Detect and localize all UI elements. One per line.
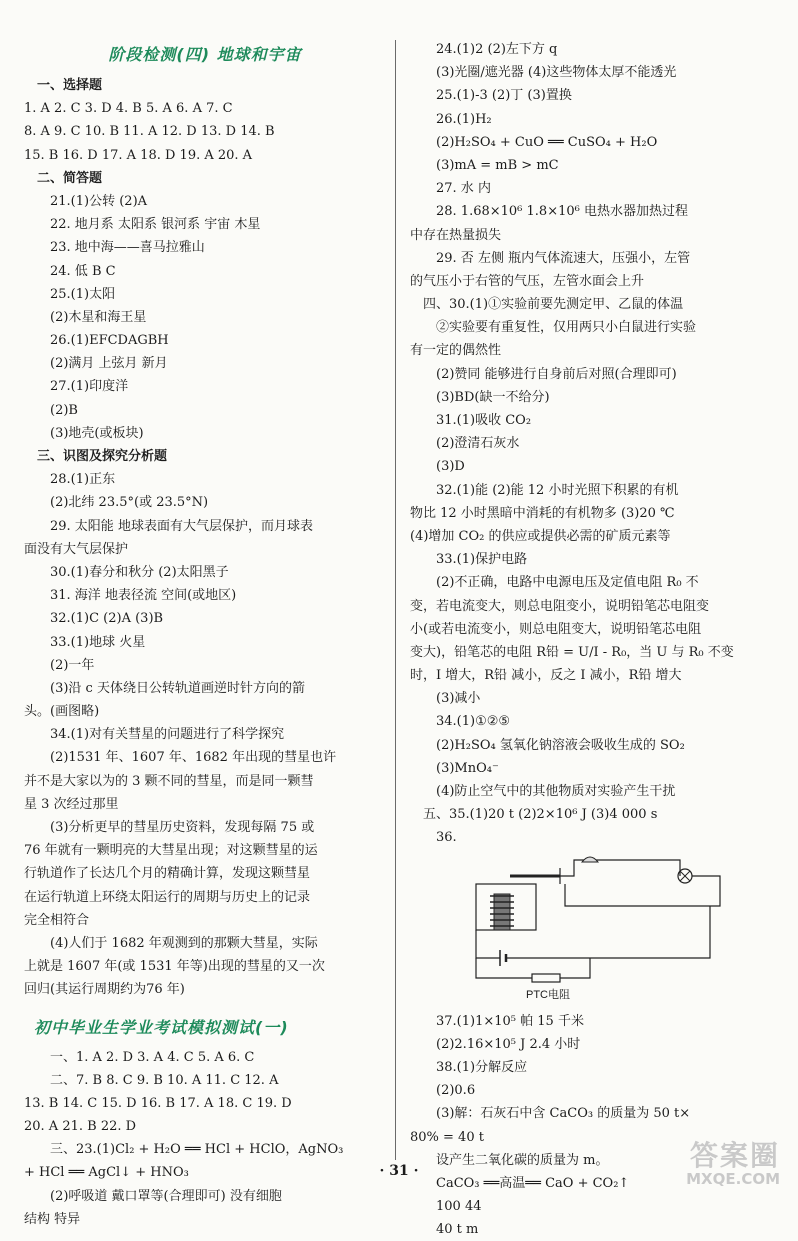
answer-line: 并不是大家以为的 3 颗不同的彗星，而是同一颗彗 [24, 773, 314, 789]
answer-line: 结构 特异 [24, 1211, 81, 1227]
answer-line: 13. B 14. C 15. D 16. B 17. A 18. C 19. D [24, 1095, 292, 1111]
answer-line: (3)解：石灰石中含 CaCO₃ 的质量为 50 t× [436, 1106, 691, 1122]
answer-line: 四、30.(1)①实验前要先测定甲、乙鼠的体温 [423, 297, 684, 313]
circuit-figure [410, 850, 776, 1010]
answer-line: 的气压小于右管的气压，左管水面会上升 [410, 273, 645, 289]
wire-right [565, 876, 720, 906]
answer-line: 40 t m [436, 1222, 479, 1238]
answer-line: (3)沿 c 天体绕日公转轨道画逆时针方向的箭 [50, 680, 305, 696]
answer-line: (3)BD(缺一不给分) [436, 389, 550, 405]
answer-line: (2)2.16×10⁵ J 2.4 小时 [436, 1036, 581, 1052]
answer-line: 二、7. B 8. C 9. B 10. A 11. C 12. A [50, 1072, 279, 1088]
answer-line: 33.(1)地球 火星 [50, 634, 146, 650]
answer-line: 21.(1)公转 (2)A [50, 193, 148, 209]
answer-line: 34.(1)对有关彗星的问题进行了科学探究 [50, 727, 285, 743]
answer-line: 25.(1)太阳 [50, 286, 116, 302]
watermark-url: MXQE.COM [686, 1170, 780, 1188]
answer-line: 26.(1)H₂ [436, 111, 492, 127]
answer-line: 24. 低 B C [50, 263, 116, 279]
answer-line: 星 3 次经过那里 [24, 796, 119, 812]
answer-line: (2)木星和海王星 [50, 309, 147, 325]
answer-line: 29. 否 左侧 瓶内气体流速大，压强小，左管 [436, 250, 691, 266]
answer-line: 面没有大气层保护 [24, 541, 129, 557]
answer-line: 26.(1)EFCDAGBH [50, 333, 169, 349]
answer-line: 38.(1)分解反应 [436, 1059, 528, 1075]
column-divider [395, 40, 396, 1160]
answer-line: 上就是 1607 年(或 1531 年等)出现的彗星的又一次 [24, 959, 325, 975]
answer-line: 物比 12 小时黑暗中消耗的有机物多 (3)20 ℃ [410, 505, 675, 521]
watermark-logo: 答案圈 [689, 1139, 780, 1172]
answer-line: 设产生二氧化碳的质量为 m。 [436, 1152, 609, 1168]
answer-line: 29. 太阳能 地球表面有大气层保护，而月球表 [50, 518, 313, 534]
answer-line: (2)澄清石灰水 [436, 436, 520, 452]
answer-line: 1. A 2. C 3. D 4. B 5. A 6. A 7. C [24, 101, 233, 117]
answer-line: 完全相符合 [24, 912, 90, 928]
answer-line: 28.(1)正东 [50, 472, 116, 488]
answer-line: (2)一年 [50, 657, 95, 673]
answer-line: 33.(1)保护电路 [436, 552, 528, 568]
answer-line: 80% = 40 t [410, 1129, 484, 1145]
wire-top [560, 860, 680, 876]
answer-line: 32.(1)能 (2)能 12 小时光照下积累的有机 [436, 482, 679, 498]
ptc-resistor [532, 974, 560, 982]
answer-line: 20. A 21. B 22. D [24, 1119, 137, 1135]
answer-line: 头。(画图略) [24, 704, 100, 720]
answer-line: 31. 海洋 地表径流 空间(或地区) [50, 588, 237, 604]
answer-line: (3)光圈/遮光器 (4)这些物体太厚不能透光 [436, 65, 677, 81]
answer-line: 31.(1)吸收 CO₂ [436, 413, 532, 428]
answer-line: 32.(1)C (2)A (3)B [50, 611, 164, 627]
answer-line: 变，若电流变大，则总电阻变小，说明铅笔芯电阻变 [410, 598, 710, 614]
answer-line: 76 年就有一颗明亮的大彗星出现；对这颗彗星的运 [24, 843, 318, 859]
answer-line: 27.(1)印度洋 [50, 379, 129, 395]
section-title: 阶段检测(四) 地球和宇宙 [108, 45, 302, 64]
question-group-heading: 三、识图及探究分析题 [37, 449, 168, 464]
answer-line: (2)不正确，电路中电源电压及定值电阻 R₀ 不 [436, 575, 699, 591]
answer-line: 22. 地月系 太阳系 银河系 宇宙 木星 [50, 217, 261, 233]
answer-line: 100 44 [436, 1199, 482, 1215]
left-column [24, 38, 386, 1231]
answer-line: 回归(其运行周期约为76 年) [24, 982, 185, 998]
answer-line: 时，I 增大，R铅 减小，反之 I 减小，R铅 增大 [410, 668, 682, 684]
answer-line: (3)D [436, 459, 465, 475]
answer-line: (3)地壳(或板块) [50, 425, 144, 441]
answer-line: ②实验要有重复性，仅用两只小白鼠进行实验 [436, 320, 697, 336]
page-number: · 31 · [379, 1163, 419, 1179]
circuit-diagram [470, 854, 730, 986]
right-column [410, 38, 776, 1241]
answer-line: (2)满月 上弦月 新月 [50, 356, 168, 372]
answer-line: (2)H₂SO₄ + CuO ══ CuSO₄ + H₂O [436, 134, 658, 150]
wire-left [476, 930, 500, 958]
ptc-resistor-label: PTC电阻 [526, 988, 570, 1001]
answer-line: CaCO₃ ══高温══ CaO + CO₂↑ [436, 1175, 630, 1191]
answer-line: 小(或若电流变小，则总电阻变大，说明铅笔芯电阻 [410, 621, 702, 637]
answer-line: (2)H₂SO₄ 氢氧化钠溶液会吸收生成的 SO₂ [436, 737, 685, 753]
answer-line: 15. B 16. D 17. A 18. D 19. A 20. A [24, 147, 253, 163]
answer-line: 一、1. A 2. D 3. A 4. C 5. A 6. C [50, 1049, 255, 1065]
answer-line: 变大)，铅笔芯的电阻 R铅 = U/I - R₀，当 U 与 R₀ 不变 [410, 644, 734, 660]
answer-line: (4)人们于 1682 年观测到的那颗大彗星，实际 [50, 935, 318, 951]
bell-icon [582, 857, 598, 862]
answer-line: 30.(1)春分和秋分 (2)太阳黑子 [50, 564, 229, 580]
answer-line: (3)减小 [436, 691, 481, 707]
answer-line: 25.(1)-3 (2)丁 (3)置换 [436, 88, 572, 104]
answer-line: + HCl ══ AgCl↓ + HNO₃ [24, 1165, 189, 1181]
answer-line: 27. 水 内 [436, 181, 491, 197]
answer-line: (3)MnO₄⁻ [436, 760, 499, 776]
answer-line: 28. 1.68×10⁶ 1.8×10⁶ 电热水器加热过程 [436, 204, 688, 220]
answer-line: (2)赞同 能够进行自身前后对照(合理即可) [436, 366, 677, 382]
answer-line: 行轨道作了长达几个月的精确计算，发现这颗彗星 [24, 866, 311, 882]
answer-line: (2)呼吸道 戴口罩等(合理即可) 没有细胞 [50, 1188, 282, 1204]
section-title: 初中毕业生学业考试模拟测试(一) [34, 1017, 289, 1037]
question-group-heading: 一、选择题 [37, 78, 103, 93]
answer-line: (2)1531 年、1607 年、1682 年出现的彗星也许 [50, 750, 337, 766]
answer-line: 23. 地中海——喜马拉雅山 [50, 240, 205, 256]
answer-line: (2)B [50, 402, 78, 418]
answer-line: (3)mA = mB > mC [436, 157, 559, 173]
wire-ptc [476, 958, 590, 978]
answer-line: 24.(1)2 (2)左下方 q [436, 42, 558, 57]
answer-line: 34.(1)①②⑤ [436, 714, 511, 730]
answer-line: (2)北纬 23.5°(或 23.5°N) [50, 495, 209, 511]
coil-core [494, 894, 510, 930]
answer-line: (4)防止空气中的其他物质对实验产生干扰 [436, 784, 676, 799]
answer-line: 在运行轨道上环绕太阳运行的周期与历史上的记录 [24, 889, 311, 905]
answer-line: (2)0.6 [436, 1083, 476, 1099]
answer-line: 五、35.(1)20 t (2)2×10⁶ J (3)4 000 s [423, 807, 658, 823]
answer-line: 有一定的偶然性 [410, 343, 502, 359]
answer-line: (4)增加 CO₂ 的供应或提供必需的矿质元素等 [410, 528, 671, 544]
answer-line: 36. [436, 830, 457, 846]
question-group-heading: 二、简答题 [37, 170, 103, 186]
answer-line: 8. A 9. C 10. B 11. A 12. D 13. D 14. B [24, 124, 275, 140]
answer-line: (3)分析更早的彗星历史资料，发现每隔 75 或 [50, 820, 315, 835]
answer-line: 三、23.(1)Cl₂ + H₂O ══ HCl + HClO，AgNO₃ [50, 1142, 344, 1158]
answer-line: 37.(1)1×10⁵ 帕 15 千米 [436, 1013, 584, 1029]
answer-line: 中存在热量损失 [410, 227, 502, 243]
